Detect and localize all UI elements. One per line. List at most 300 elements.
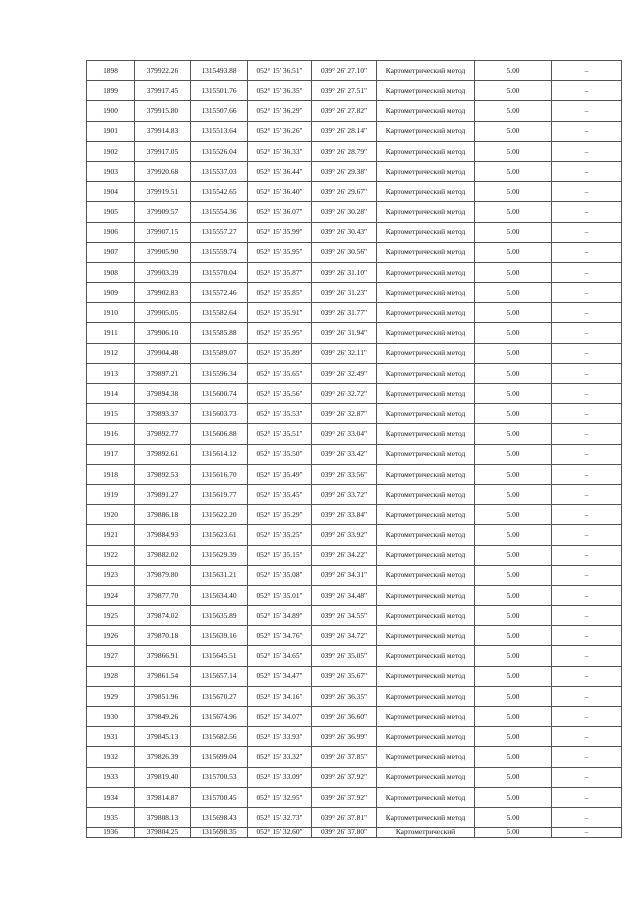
longitude-cell: 039° 26' 37.92" [312,787,377,807]
point-number-cell: 1930 [87,707,135,727]
x-coordinate-cell: 379914.83 [135,121,191,141]
point-number-cell: 1914 [87,384,135,404]
note-cell: – [552,626,622,646]
point-number-cell: 1915 [87,404,135,424]
latitude-cell: 052° 15' 36.35" [248,81,312,101]
table-row [87,101,622,121]
method-cell: Картометрический метод [377,484,475,504]
x-coordinate-cell: 379877.70 [135,585,191,605]
point-number-cell: 1899 [87,81,135,101]
longitude-cell: 039° 26' 33.72" [312,484,377,504]
y-coordinate-cell: 1315639.16 [191,626,248,646]
x-coordinate-cell: 379870.18 [135,626,191,646]
accuracy-cell: 5.00 [475,505,552,525]
accuracy-cell: 5.00 [475,141,552,161]
table-row [87,565,622,585]
table-row [87,303,622,323]
x-coordinate-cell: 379874.02 [135,606,191,626]
point-number-cell: 1918 [87,464,135,484]
table-row [87,484,622,504]
latitude-cell: 052° 15' 35.56" [248,384,312,404]
accuracy-cell: 5.00 [475,303,552,323]
accuracy-cell: 5.00 [475,787,552,807]
method-cell: Картометрический метод [377,767,475,787]
accuracy-cell: 5.00 [475,727,552,747]
accuracy-cell: 5.00 [475,626,552,646]
x-coordinate-cell: 379882.02 [135,545,191,565]
table-row [87,343,622,363]
method-cell: Картометрический метод [377,141,475,161]
latitude-cell: 052° 15' 36.51" [248,61,312,81]
note-cell: – [552,747,622,767]
longitude-cell: 039° 26' 28.14" [312,121,377,141]
longitude-cell: 039° 26' 27.51" [312,81,377,101]
latitude-cell: 052° 15' 34.16" [248,686,312,706]
x-coordinate-cell: 379917.45 [135,81,191,101]
y-coordinate-cell: 1315622.20 [191,505,248,525]
latitude-cell: 052° 15' 34.07" [248,707,312,727]
note-cell: – [552,384,622,404]
method-cell: Картометрический метод [377,182,475,202]
x-coordinate-cell: 379894.38 [135,384,191,404]
y-coordinate-cell: 1315635.89 [191,606,248,626]
latitude-cell: 052° 15' 34.89" [248,606,312,626]
table-row [87,141,622,161]
x-coordinate-cell: 379893.37 [135,404,191,424]
note-cell: – [552,828,622,838]
point-number-cell: 1933 [87,767,135,787]
method-cell: Картометрический метод [377,606,475,626]
longitude-cell: 039° 26' 29.38" [312,161,377,181]
y-coordinate-cell: 1315670.27 [191,686,248,706]
method-cell: Картометрический [377,828,475,838]
method-cell: Картометрический метод [377,323,475,343]
point-number-cell: 1911 [87,323,135,343]
accuracy-cell: 5.00 [475,323,552,343]
accuracy-cell: 5.00 [475,424,552,444]
table-row [87,686,622,706]
table-row [87,202,622,222]
latitude-cell: 052° 15' 35.51" [248,424,312,444]
y-coordinate-cell: 1315682.56 [191,727,248,747]
method-cell: Картометрический метод [377,505,475,525]
longitude-cell: 039° 26' 34.55" [312,606,377,626]
point-number-cell: 1923 [87,565,135,585]
method-cell: Картометрический метод [377,545,475,565]
method-cell: Картометрический метод [377,363,475,383]
latitude-cell: 052° 15' 34.65" [248,646,312,666]
longitude-cell: 039° 26' 31.94" [312,323,377,343]
point-number-cell: 1908 [87,262,135,282]
longitude-cell: 039° 26' 34.31" [312,565,377,585]
table-row [87,505,622,525]
table-row [87,807,622,827]
point-number-cell: 1924 [87,585,135,605]
note-cell: – [552,61,622,81]
table-row [87,828,622,838]
method-cell: Картометрический метод [377,727,475,747]
latitude-cell: 052° 15' 36.26" [248,121,312,141]
latitude-cell: 052° 15' 35.50" [248,444,312,464]
longitude-cell: 039° 26' 36.99" [312,727,377,747]
table-row [87,182,622,202]
x-coordinate-cell: 379851.96 [135,686,191,706]
note-cell: – [552,141,622,161]
point-number-cell: 1905 [87,202,135,222]
longitude-cell: 039° 26' 32.87" [312,404,377,424]
longitude-cell: 039° 26' 35.67" [312,666,377,686]
point-number-cell: 1910 [87,303,135,323]
point-number-cell: 1929 [87,686,135,706]
latitude-cell: 052° 15' 36.40" [248,182,312,202]
y-coordinate-cell: 1315526.04 [191,141,248,161]
x-coordinate-cell: 379891.27 [135,484,191,504]
table-row [87,121,622,141]
point-number-cell: 1926 [87,626,135,646]
y-coordinate-cell: 1315698.43 [191,807,248,827]
method-cell: Картометрический метод [377,262,475,282]
y-coordinate-cell: 1315619.77 [191,484,248,504]
x-coordinate-cell: 379826.39 [135,747,191,767]
note-cell: – [552,727,622,747]
y-coordinate-cell: 1315493.88 [191,61,248,81]
longitude-cell: 039° 26' 33.04" [312,424,377,444]
longitude-cell: 039° 26' 37.85" [312,747,377,767]
table-row [87,404,622,424]
point-number-cell: 1907 [87,242,135,262]
longitude-cell: 039° 26' 33.84" [312,505,377,525]
accuracy-cell: 5.00 [475,101,552,121]
latitude-cell: 052° 15' 35.29" [248,505,312,525]
y-coordinate-cell: 1315700.53 [191,767,248,787]
table-row [87,727,622,747]
method-cell: Картометрический метод [377,565,475,585]
latitude-cell: 052° 15' 36.33" [248,141,312,161]
accuracy-cell: 5.00 [475,81,552,101]
y-coordinate-cell: 1315570.04 [191,262,248,282]
accuracy-cell: 5.00 [475,161,552,181]
latitude-cell: 052° 15' 35.65" [248,363,312,383]
note-cell: – [552,585,622,605]
method-cell: Картометрический метод [377,585,475,605]
point-number-cell: 1903 [87,161,135,181]
point-number-cell: 1936 [87,828,135,838]
y-coordinate-cell: 1315537.03 [191,161,248,181]
table-row [87,323,622,343]
x-coordinate-cell: 379905.05 [135,303,191,323]
point-number-cell: 1921 [87,525,135,545]
y-coordinate-cell: 1315557.27 [191,222,248,242]
y-coordinate-cell: 1315507.66 [191,101,248,121]
longitude-cell: 039° 26' 27.10" [312,61,377,81]
method-cell: Картометрический метод [377,202,475,222]
latitude-cell: 052° 15' 35.89" [248,343,312,363]
longitude-cell: 039° 26' 32.72" [312,384,377,404]
y-coordinate-cell: 1315616.70 [191,464,248,484]
y-coordinate-cell: 1315645.51 [191,646,248,666]
latitude-cell: 052° 15' 35.87" [248,262,312,282]
note-cell: – [552,343,622,363]
table-row [87,767,622,787]
longitude-cell: 039° 26' 31.10" [312,262,377,282]
point-number-cell: 1900 [87,101,135,121]
x-coordinate-cell: 379904.48 [135,343,191,363]
note-cell: – [552,646,622,666]
point-number-cell: 1909 [87,283,135,303]
table-row [87,262,622,282]
latitude-cell: 052° 15' 35.91" [248,303,312,323]
accuracy-cell: 5.00 [475,202,552,222]
method-cell: Картометрический метод [377,101,475,121]
longitude-cell: 039° 26' 33.56" [312,464,377,484]
note-cell: – [552,767,622,787]
point-number-cell: 1925 [87,606,135,626]
method-cell: Картометрический метод [377,384,475,404]
longitude-cell: 039° 26' 30.43" [312,222,377,242]
point-number-cell: 1898 [87,61,135,81]
accuracy-cell: 5.00 [475,464,552,484]
accuracy-cell: 5.00 [475,262,552,282]
note-cell: – [552,787,622,807]
latitude-cell: 052° 15' 33.93" [248,727,312,747]
note-cell: – [552,444,622,464]
longitude-cell: 039° 26' 31.23" [312,283,377,303]
note-cell: – [552,182,622,202]
table-row [87,363,622,383]
note-cell: – [552,807,622,827]
latitude-cell: 052° 15' 33.09" [248,767,312,787]
method-cell: Картометрический метод [377,525,475,545]
accuracy-cell: 5.00 [475,807,552,827]
longitude-cell: 039° 26' 34.72" [312,626,377,646]
x-coordinate-cell: 379808.13 [135,807,191,827]
accuracy-cell: 5.00 [475,404,552,424]
table-row [87,424,622,444]
method-cell: Картометрический метод [377,283,475,303]
table-row [87,666,622,686]
method-cell: Картометрический метод [377,444,475,464]
latitude-cell: 052° 15' 32.73" [248,807,312,827]
table-row [87,444,622,464]
note-cell: – [552,363,622,383]
method-cell: Картометрический метод [377,81,475,101]
x-coordinate-cell: 379804.25 [135,828,191,838]
method-cell: Картометрический метод [377,161,475,181]
longitude-cell: 039° 26' 29.67" [312,182,377,202]
table-row [87,585,622,605]
note-cell: – [552,525,622,545]
accuracy-cell: 5.00 [475,545,552,565]
x-coordinate-cell: 379866.91 [135,646,191,666]
point-number-cell: 1920 [87,505,135,525]
y-coordinate-cell: 1315600.74 [191,384,248,404]
accuracy-cell: 5.00 [475,525,552,545]
longitude-cell: 039° 26' 33.42" [312,444,377,464]
point-number-cell: 1922 [87,545,135,565]
latitude-cell: 052° 15' 35.15" [248,545,312,565]
accuracy-cell: 5.00 [475,61,552,81]
method-cell: Картометрический метод [377,626,475,646]
y-coordinate-cell: 1315589.07 [191,343,248,363]
y-coordinate-cell: 1315501.76 [191,81,248,101]
longitude-cell: 039° 26' 37.81" [312,807,377,827]
latitude-cell: 052° 15' 33.32" [248,747,312,767]
point-number-cell: 1916 [87,424,135,444]
longitude-cell: 039° 26' 32.11" [312,343,377,363]
x-coordinate-cell: 379892.77 [135,424,191,444]
y-coordinate-cell: 1315603.73 [191,404,248,424]
y-coordinate-cell: 1315572.46 [191,283,248,303]
x-coordinate-cell: 379897.21 [135,363,191,383]
table-row [87,242,622,262]
point-number-cell: 1935 [87,807,135,827]
y-coordinate-cell: 1315614.12 [191,444,248,464]
note-cell: – [552,565,622,585]
point-number-cell: 1904 [87,182,135,202]
note-cell: – [552,707,622,727]
note-cell: – [552,484,622,504]
latitude-cell: 052° 15' 35.25" [248,525,312,545]
method-cell: Картометрический метод [377,686,475,706]
table-row [87,464,622,484]
accuracy-cell: 5.00 [475,121,552,141]
x-coordinate-cell: 379814.87 [135,787,191,807]
note-cell: – [552,242,622,262]
note-cell: – [552,101,622,121]
accuracy-cell: 5.00 [475,585,552,605]
x-coordinate-cell: 379903.39 [135,262,191,282]
accuracy-cell: 5.00 [475,767,552,787]
x-coordinate-cell: 379906.10 [135,323,191,343]
x-coordinate-cell: 379920.68 [135,161,191,181]
longitude-cell: 039° 26' 36.35" [312,686,377,706]
table-body [87,61,622,838]
x-coordinate-cell: 379915.80 [135,101,191,121]
longitude-cell: 039° 26' 27.82" [312,101,377,121]
table-row [87,707,622,727]
latitude-cell: 052° 15' 36.44" [248,161,312,181]
latitude-cell: 052° 15' 35.08" [248,565,312,585]
accuracy-cell: 5.00 [475,747,552,767]
method-cell: Картометрический метод [377,61,475,81]
accuracy-cell: 5.00 [475,646,552,666]
y-coordinate-cell: 1315606.88 [191,424,248,444]
accuracy-cell: 5.00 [475,363,552,383]
note-cell: – [552,262,622,282]
x-coordinate-cell: 379922.26 [135,61,191,81]
latitude-cell: 052° 15' 34.76" [248,626,312,646]
x-coordinate-cell: 379819.40 [135,767,191,787]
note-cell: – [552,202,622,222]
note-cell: – [552,283,622,303]
table-row [87,525,622,545]
y-coordinate-cell: 1315623.61 [191,525,248,545]
x-coordinate-cell: 379917.05 [135,141,191,161]
latitude-cell: 052° 15' 36.29" [248,101,312,121]
note-cell: – [552,666,622,686]
longitude-cell: 039° 26' 33.92" [312,525,377,545]
accuracy-cell: 5.00 [475,182,552,202]
note-cell: – [552,424,622,444]
accuracy-cell: 5.00 [475,384,552,404]
table-row [87,787,622,807]
latitude-cell: 052° 15' 35.99" [248,222,312,242]
y-coordinate-cell: 1315631.21 [191,565,248,585]
coordinates-table-page [86,60,621,838]
accuracy-cell: 5.00 [475,222,552,242]
coordinates-table [86,60,622,838]
method-cell: Картометрический метод [377,807,475,827]
note-cell: – [552,161,622,181]
latitude-cell: 052° 15' 36.07" [248,202,312,222]
note-cell: – [552,222,622,242]
longitude-cell: 039° 26' 30.56" [312,242,377,262]
point-number-cell: 1902 [87,141,135,161]
y-coordinate-cell: 1315657.14 [191,666,248,686]
y-coordinate-cell: 1315698.35 [191,828,248,838]
method-cell: Картометрический метод [377,343,475,363]
y-coordinate-cell: 1315513.64 [191,121,248,141]
accuracy-cell: 5.00 [475,242,552,262]
table-row [87,384,622,404]
table-row [87,606,622,626]
note-cell: – [552,686,622,706]
point-number-cell: 1913 [87,363,135,383]
method-cell: Картометрический метод [377,646,475,666]
x-coordinate-cell: 379902.83 [135,283,191,303]
point-number-cell: 1901 [87,121,135,141]
method-cell: Картометрический метод [377,404,475,424]
latitude-cell: 052° 15' 35.85" [248,283,312,303]
y-coordinate-cell: 1315542.65 [191,182,248,202]
note-cell: – [552,303,622,323]
accuracy-cell: 5.00 [475,565,552,585]
note-cell: – [552,81,622,101]
x-coordinate-cell: 379905.90 [135,242,191,262]
point-number-cell: 1928 [87,666,135,686]
table-row [87,61,622,81]
x-coordinate-cell: 379879.80 [135,565,191,585]
table-row [87,161,622,181]
note-cell: – [552,404,622,424]
longitude-cell: 039° 26' 32.49" [312,363,377,383]
point-number-cell: 1932 [87,747,135,767]
x-coordinate-cell: 379907.15 [135,222,191,242]
point-number-cell: 1934 [87,787,135,807]
method-cell: Картометрический метод [377,303,475,323]
longitude-cell: 039° 26' 36.60" [312,707,377,727]
y-coordinate-cell: 1315700.45 [191,787,248,807]
note-cell: – [552,464,622,484]
accuracy-cell: 5.00 [475,707,552,727]
accuracy-cell: 5.00 [475,283,552,303]
y-coordinate-cell: 1315629.39 [191,545,248,565]
table-row [87,747,622,767]
method-cell: Картометрический метод [377,242,475,262]
latitude-cell: 052° 15' 34.47" [248,666,312,686]
longitude-cell: 039° 26' 31.77" [312,303,377,323]
method-cell: Картометрический метод [377,707,475,727]
method-cell: Картометрический метод [377,464,475,484]
latitude-cell: 052° 15' 35.95" [248,242,312,262]
y-coordinate-cell: 1315699.04 [191,747,248,767]
method-cell: Картометрический метод [377,424,475,444]
note-cell: – [552,606,622,626]
note-cell: – [552,545,622,565]
latitude-cell: 052° 15' 35.95" [248,323,312,343]
table-row [87,222,622,242]
latitude-cell: 052° 15' 32.95" [248,787,312,807]
